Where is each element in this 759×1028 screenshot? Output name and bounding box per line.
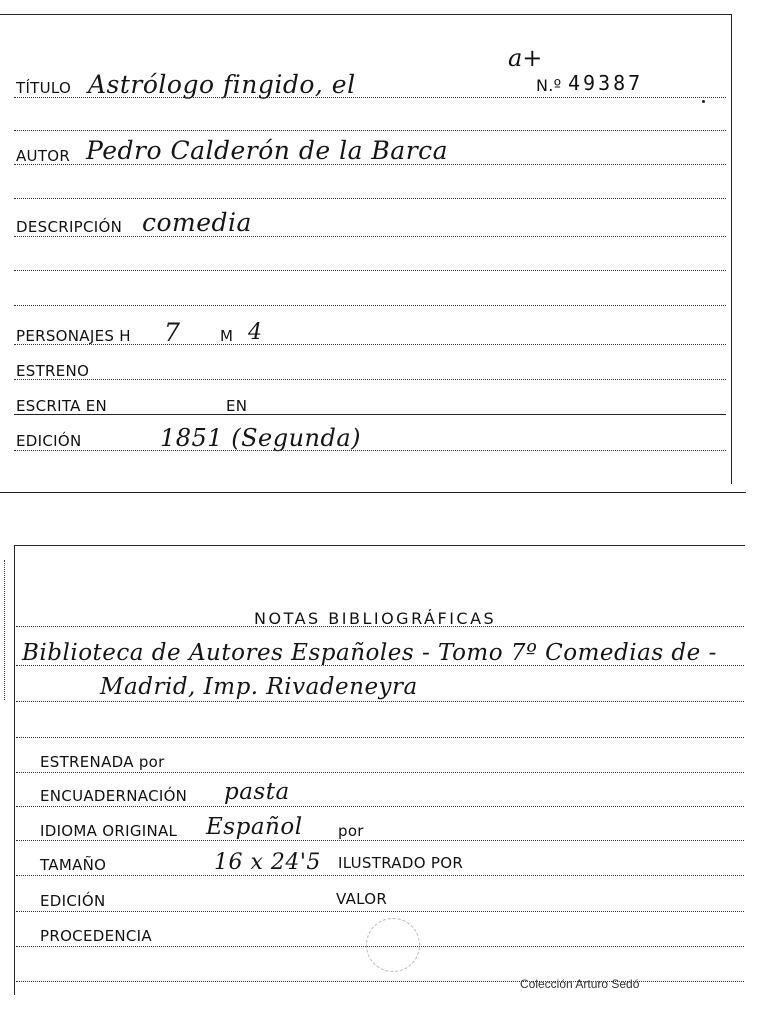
ilustrado-label: ILUSTRADO POR (338, 854, 464, 872)
encuadernacion-value: pasta (224, 779, 290, 805)
card2-left-edge-marks (4, 560, 5, 700)
edicion-line (14, 450, 726, 451)
autor-line (14, 164, 726, 165)
titulo-label: TÍTULO (16, 79, 72, 97)
titulo-value: Astrólogo fingido, el (88, 70, 356, 99)
notas-title: NOTAS BIBLIOGRÁFICAS (254, 609, 497, 628)
idioma-value: Español (206, 814, 303, 840)
descripcion-value: comedia (142, 208, 252, 237)
idioma-label: IDIOMA ORIGINAL (40, 822, 178, 840)
card1-right-border (731, 14, 732, 484)
personajes-h-value: 7 (164, 318, 181, 347)
notas-line-1-rule (16, 665, 744, 666)
blank-line-4 (14, 305, 726, 306)
idioma-por-label: por (338, 822, 364, 840)
personajes-m-value: 4 (248, 320, 263, 345)
estrenada-label: ESTRENADA por (40, 753, 165, 771)
blank-line-3 (14, 270, 726, 271)
escrita-label: ESCRITA EN (16, 397, 108, 415)
estreno-line (14, 379, 726, 380)
notas-line-2-rule (16, 701, 744, 702)
idioma-line (16, 840, 744, 841)
card2-left-border (14, 545, 15, 995)
edicion2-line (16, 911, 744, 912)
descripcion-label: DESCRIPCIÓN (16, 218, 123, 236)
tamano-label: TAMAÑO (40, 856, 107, 874)
blank-line-1 (14, 130, 726, 131)
autor-value: Pedro Calderón de la Barca (86, 136, 449, 165)
coleccion-stamp: Colección Arturo Sedó (520, 977, 640, 991)
edicion2-label: EDICIÓN (40, 892, 106, 910)
encuadernacion-line (16, 806, 744, 807)
estrenada-line (16, 772, 744, 773)
personajes-line (14, 344, 726, 345)
escrita-en-label: EN (226, 397, 248, 415)
blank-line-5 (16, 737, 744, 738)
blank-line-2 (14, 198, 726, 199)
estreno-label: ESTRENO (16, 362, 90, 380)
procedencia-label: PROCEDENCIA (40, 927, 152, 945)
notas-line-1: Biblioteca de Autores Españoles - Tomo 7º Comedias de - (22, 640, 717, 666)
notas-line-2: Madrid, Imp. Rivadeneyra (100, 674, 418, 700)
autor-label: AUTOR (16, 147, 71, 165)
escrita-line (14, 414, 726, 415)
number-label: N.º (536, 76, 562, 95)
card2-top-border (14, 545, 745, 546)
encuadernacion-label: ENCUADERNACIÓN (40, 787, 188, 805)
number-value: 49387 (568, 71, 644, 95)
tamano-line (16, 875, 744, 876)
faded-stamp (366, 918, 420, 972)
personajes-h-label: PERSONAJES H (16, 327, 131, 345)
notas-title-line (16, 626, 744, 627)
speck (702, 100, 705, 103)
titulo-line (14, 97, 726, 98)
tamano-value: 16 x 24'5 (214, 850, 321, 875)
card1-bottom-border (0, 492, 746, 493)
edicion-value: 1851 (Segunda) (160, 424, 362, 452)
descripcion-line (14, 236, 726, 237)
card1-top-border (0, 14, 732, 15)
number-prefix: a+ (508, 44, 543, 72)
edicion-label: EDICIÓN (16, 432, 82, 450)
personajes-m-label: M (220, 327, 234, 345)
valor-label: VALOR (336, 890, 388, 908)
